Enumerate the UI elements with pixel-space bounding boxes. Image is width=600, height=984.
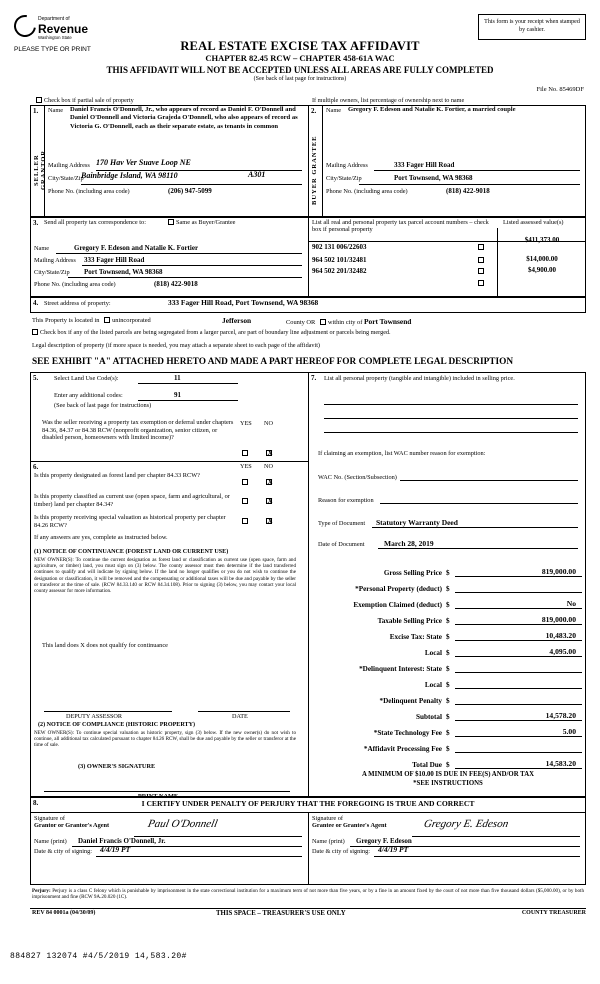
seller-name-value: Daniel Francis O'Donnell, Jr., who appears of record as Daniel F. O'Donnell and Daniel O'Donnell and Victoria Grajeda O'Donnell, who also appears of record as Victoria G. O'Donnell, each as their separate estate, as tenants in common	[70, 106, 298, 130]
section2-number: 2.	[311, 107, 317, 115]
within-city-checkbox[interactable]	[320, 319, 326, 325]
perjury-text: Perjury is a class C felony which is punishable by imprisonment in the state correctional institution for a maximum term of not more than five years, or by a fine in an amount fixed by the court of not more than five thousand dollars ($5,000.00), or by both imprisonment and fine (RCW 9A.20.020 (1C).	[32, 888, 584, 901]
s3-name-label: Name	[34, 245, 50, 252]
tax-row-label: *Affidavit Processing Fee	[363, 745, 442, 753]
treasurer-stamp: 884827 132074 #4/5/2019 14,583.20#	[10, 952, 187, 961]
tax-row-value: 4,095.00	[455, 647, 582, 657]
tax-row	[314, 593, 582, 609]
doc-type-rule	[372, 527, 578, 528]
buyer-citystate-rule	[359, 184, 580, 185]
page-subtitle2: THIS AFFIDAVIT WILL NOT BE ACCEPTED UNLESS ALL AREAS ARE FULLY COMPLETED	[106, 65, 494, 75]
grantee-date-label: Date & city of signing:	[312, 848, 371, 855]
exhibit-a-note: SEE EXHIBIT "A" ATTACHED HERETO AND MADE A PART HEREOF FOR COMPLETE LEGAL DESCRIPTION	[32, 357, 514, 367]
parcel-number: 964 502 201/32482	[312, 267, 367, 275]
minimum-due-note: A MINIMUM OF $10.00 IS DUE IN FEE(S) AND/OR TAX	[361, 771, 535, 778]
q1-yes-checkbox[interactable]	[242, 479, 248, 485]
buyer-mailing-value: 333 Fager Hill Road	[394, 161, 455, 169]
section4-number: 4.	[33, 299, 39, 307]
current-use-question: Is this property classified as current use (open space, farm and agricultural, or timber) land per chapter 84.34?	[34, 493, 230, 508]
assessed-header: Listed assessed value(s)	[503, 219, 564, 226]
dollar-sign: $	[446, 601, 450, 609]
city-of-label: city of	[345, 319, 363, 326]
logo-revenue: Revenue	[38, 22, 89, 36]
seller-mailing-value: 170 Hav Ver Suave Loop NE	[96, 158, 191, 167]
pp-rule-1	[324, 404, 578, 405]
parcel-personal-checkbox[interactable]	[478, 280, 484, 286]
seller-mailing-label: Mailing Address	[48, 162, 90, 169]
parcel-personal-checkbox[interactable]	[478, 244, 484, 250]
located-label: This Property is located in	[32, 317, 100, 324]
additional-codes-label: Enter any additional codes:	[54, 392, 123, 399]
grantee-sig-label: Signature of Grantee or Grantee's Agent	[312, 815, 387, 829]
tax-row-label: Gross Selling Price	[383, 569, 442, 577]
tax-row-value	[455, 672, 582, 673]
parcel-row	[312, 256, 366, 264]
buyer-citystate-value: Port Townsend, WA 98368	[394, 174, 473, 182]
s3-citystate-rule	[68, 277, 302, 278]
wac-claim-label: If claiming an exemption, list WAC number reason for exemption:	[318, 450, 486, 457]
additional-codes-value: 91	[174, 391, 181, 399]
s3-mailing-rule	[82, 265, 302, 266]
same-as-buyer-checkbox[interactable]	[168, 219, 174, 225]
tax-row-value: 819,000.00	[455, 567, 582, 577]
tax-row	[314, 625, 582, 641]
parcel-row	[312, 243, 366, 251]
section7-number: 7.	[311, 374, 317, 382]
section8-header-rule	[30, 812, 586, 813]
treasurer-space: THIS SPACE – TREASURER'S USE ONLY	[216, 910, 346, 917]
tax-row	[314, 753, 582, 769]
tax-row	[314, 721, 582, 737]
exemption-no-checkbox[interactable]	[266, 450, 272, 456]
s3-name-value: Gregory F. Edeson and Natalie K. Fortier	[74, 244, 199, 252]
revenue-logo	[14, 14, 114, 40]
tax-row-label: *State Technology Fee	[373, 729, 442, 737]
dollar-sign: $	[446, 745, 450, 753]
tax-row-label: *Personal Property (deduct)	[355, 585, 442, 593]
wac-rule	[400, 480, 578, 481]
dollar-sign: $	[446, 681, 450, 689]
q2-no-checkbox[interactable]	[266, 498, 272, 504]
no-label-5: NO	[264, 420, 273, 427]
grantee-date-value: 4/4/19 PT	[378, 845, 409, 854]
tax-row-label: Total Due	[412, 761, 442, 769]
county-or-city-row[interactable]	[286, 317, 411, 326]
unincorporated-label: unincorporated	[112, 317, 151, 324]
reason-label: Reason for exemption	[318, 497, 374, 504]
tax-row-value	[455, 592, 582, 593]
owner-signature-label: (3) OWNER'S SIGNATURE	[78, 763, 156, 770]
deputy-assessor-rule	[44, 711, 172, 712]
section1-number: 1.	[33, 107, 39, 115]
notice2-title: (2) NOTICE OF COMPLIANCE (HISTORIC PROPERTY)	[38, 722, 196, 728]
section6-number: 6.	[33, 463, 39, 471]
dollar-sign: $	[446, 569, 450, 577]
grantor-sig-label: Signature of Grantor or Grantor's Agent	[34, 815, 110, 829]
perjury-note	[32, 888, 584, 900]
tax-row-value: 819,000.00	[455, 615, 582, 625]
q3-no-checkbox[interactable]	[266, 518, 272, 524]
dollar-sign: $	[446, 649, 450, 657]
buyer-name-value: Gregory F. Edeson and Natalie K. Fortier, a married couple	[348, 106, 516, 113]
see-back-5: (See back of last page for instructions)	[54, 402, 152, 409]
seller-grantor-label: SELLER GRANTOR	[33, 149, 47, 191]
tax-row	[314, 737, 582, 753]
land-use-rule	[138, 383, 238, 384]
continuance-line: This land does X does not qualify for continuance	[42, 642, 168, 649]
land-use-label: Select Land Use Code(s):	[54, 375, 119, 382]
s3-name-rule	[56, 253, 302, 254]
q2-yes-checkbox[interactable]	[242, 498, 248, 504]
certify-statement: I CERTIFY UNDER PENALTY OF PERJURY THAT THE FOREGOING IS TRUE AND CORRECT	[141, 799, 475, 808]
parcel-personal-checkbox[interactable]	[478, 257, 484, 263]
print-name-label: PRINT NAME	[137, 793, 179, 800]
doc-date-value: March 28, 2019	[384, 539, 434, 548]
tax-row	[314, 673, 582, 689]
tax-row-value	[455, 688, 582, 689]
s3-mailing-label: Mailing Address	[34, 257, 76, 264]
type-print-note: PLEASE TYPE OR PRINT	[14, 46, 91, 53]
grantor-date-rule	[96, 856, 302, 857]
section8-number: 8.	[33, 799, 39, 807]
s3-phone-value: (818) 422-9018	[154, 280, 198, 288]
receipt-note: This form is your receipt when stamped by cashier.	[478, 14, 586, 40]
grantor-date-label: Date & city of signing:	[34, 848, 93, 855]
tax-row-value: 14,583.20	[455, 759, 582, 769]
tax-row	[314, 577, 582, 593]
assessed-value: $4,900.00	[528, 266, 556, 274]
located-in-row[interactable]	[32, 317, 151, 324]
section3-value-divider	[497, 228, 498, 297]
street-address-value: 333 Fager Hill Road, Port Townsend, WA 98368	[168, 298, 319, 307]
doc-date-label: Date of Document	[318, 541, 365, 548]
see-instructions-note: *SEE INSTRUCTIONS	[413, 780, 483, 787]
parcel-number: 964 502 101/32481	[312, 256, 367, 264]
section6-top-rule	[30, 461, 308, 462]
tax-row-label: Local	[424, 681, 442, 689]
historic-question: Is this property receiving special valuation as historical property per chapter 84.26 RCW?	[34, 514, 226, 529]
sections-divider	[308, 372, 309, 797]
tax-row-value: 10,483.20	[455, 631, 582, 641]
additional-codes-rule	[138, 400, 238, 401]
swoosh-icon	[10, 11, 41, 42]
segregated-label: Check box if any of the listed parcels are being segregated from a larger parcel, are part of boundary line adjustment or parcels being merged.	[40, 329, 391, 336]
legal-desc-label: Legal description of property (if more space is needed, you may attach a separate sheet to each page of the affidavit)	[32, 342, 320, 349]
buyer-mailing-rule	[374, 170, 580, 171]
tax-row-value: 14,578.20	[455, 711, 582, 721]
doc-type-label: Type of Document	[318, 520, 366, 527]
buyer-label-divider	[322, 105, 323, 217]
grantee-date-rule	[374, 856, 580, 857]
tax-row-label: Taxable Selling Price	[377, 617, 442, 625]
pp-rule-3	[324, 432, 578, 433]
grantee-print-name: Gregory F. Edeson	[356, 837, 412, 845]
city-value: Port Townsend	[363, 317, 412, 326]
tax-row	[314, 641, 582, 657]
seller-phone-value: (206) 947-5099	[168, 187, 212, 195]
s3-mailing-value: 333 Fager Hill Road	[84, 256, 145, 264]
exemption-yes-checkbox[interactable]	[242, 450, 248, 456]
forest-land-question: Is this property designated as forest land per chapter 84.33 RCW?	[34, 472, 200, 479]
q3-yes-checkbox[interactable]	[242, 518, 248, 524]
partial-sale-label: Check box if partial sale of property	[44, 97, 134, 104]
affidavit-sheet	[8, 6, 592, 936]
perjury-label: Perjury:	[32, 888, 51, 894]
tax-row	[314, 609, 582, 625]
partial-sale-checkbox[interactable]	[36, 97, 42, 103]
grantor-date-value: 4/4/19 PT	[100, 845, 131, 854]
seller-citystate-label: City/State/Zip	[48, 175, 84, 182]
assessed-value: $411,373.00	[524, 236, 560, 244]
unincorporated-checkbox[interactable]	[104, 317, 110, 323]
section8-divider	[308, 812, 309, 885]
footer-rule	[30, 908, 586, 909]
q1-no-checkbox[interactable]	[266, 479, 272, 485]
wac-no-label: WAC No. (Section/Subsection)	[318, 474, 397, 481]
dollar-sign: $	[446, 665, 450, 673]
rev-number: REV 84 0001a (04/30/09)	[32, 910, 96, 916]
grantee-signature: Gregory E. Edeson	[422, 818, 510, 830]
deputy-date-label: DATE	[232, 713, 248, 720]
tax-row	[314, 705, 582, 721]
deputy-date-rule	[198, 711, 290, 712]
section3-number: 3.	[33, 219, 39, 227]
buyer-grantee-label: BUYER GRANTEE	[311, 135, 318, 205]
tax-row-label: Exemption Claimed (deduct)	[353, 601, 442, 609]
seller-suffix: A301	[248, 170, 266, 179]
send-tax-label: Send all property tax correspondence to:	[44, 219, 146, 226]
dollar-sign: $	[446, 585, 450, 593]
reason-rule	[380, 503, 578, 504]
tax-row	[314, 657, 582, 673]
no-label-6: NO	[264, 463, 273, 470]
county-label: County OR	[286, 319, 316, 326]
pp-rule-2	[324, 418, 578, 419]
grantor-print-name: Daniel Francis O'Donnell, Jr.	[78, 837, 166, 845]
yes-label-6: YES	[240, 463, 252, 470]
doc-type-value: Statutory Warranty Deed	[376, 518, 458, 527]
parcel-personal-checkbox[interactable]	[478, 268, 484, 274]
tax-row-value: 5.00	[455, 727, 582, 737]
seller-name-label: Name	[48, 107, 64, 114]
dollar-sign: $	[446, 633, 450, 641]
file-number: File No. 85469DF	[536, 86, 584, 93]
buyer-citystate-label: City/State/Zip	[326, 175, 362, 182]
section5-number: 5.	[33, 374, 39, 382]
tax-row-value	[455, 704, 582, 705]
s3-citystate-value: Port Townsend, WA 98368	[84, 268, 163, 276]
dollar-sign: $	[446, 713, 450, 721]
land-use-value: 11	[174, 374, 181, 382]
logo-dept: Department of	[38, 16, 70, 22]
notice2-body: NEW OWNER(S): To continue special valuation as historic property, sign (3) below. If the new owner(s) do not wish to continue, all additional tax calculated pursuant to chapter 84.26 RCW, shall be due and payable by the seller or transferor at the time of sale.	[34, 730, 296, 749]
section1-divider	[308, 105, 309, 217]
buyer-phone-label: Phone No. (including area code)	[326, 188, 408, 195]
seller-phone-label: Phone No. (including area code)	[48, 188, 130, 195]
dollar-sign: $	[446, 761, 450, 769]
segregated-row[interactable]	[32, 329, 391, 336]
within-label: within	[327, 319, 345, 326]
tax-row-value: No	[455, 599, 582, 609]
grantee-sig-rule	[412, 836, 580, 837]
street-address-label: Street address of property:	[44, 300, 111, 307]
yes-label-5: YES	[240, 420, 252, 427]
owner-sig-rule	[44, 791, 290, 792]
tax-row-label: Local	[424, 649, 442, 657]
grantor-signature: Paul O'Donnell	[146, 818, 219, 830]
deputy-assessor-label: DEPUTY ASSESSOR	[66, 713, 122, 720]
dollar-sign: $	[446, 729, 450, 737]
multiple-owners-note: If multiple owners, list percentage of ownership next to name	[312, 97, 465, 104]
same-as-buyer-label: Same as Buyer/Grantee	[176, 219, 236, 226]
logo-wash: Washington State	[38, 35, 72, 40]
section3-divider	[308, 217, 309, 297]
tax-row-value	[455, 752, 582, 753]
s3-citystate-label: City/State/Zip	[34, 269, 70, 276]
county-treasurer-label: COUNTY TREASURER	[521, 910, 586, 916]
tax-row-label: *Delinquent Penalty	[379, 697, 442, 705]
dollar-sign: $	[446, 617, 450, 625]
seller-citystate-value: Bainbridge Island, WA 98110	[81, 171, 178, 180]
tax-row-label: *Delinquent Interest: State	[359, 665, 442, 673]
parcel-row	[312, 267, 366, 275]
exemption-question: Was the seller receiving a property tax exemption or deferral under chapters 84.36, 84.37 or 84.38 RCW (nonprofit organization, senior citizen, or disabled person, homeowners with limited income)?	[42, 419, 234, 442]
see-back-note: (See back of last page for instructions)	[253, 76, 347, 82]
tax-row-label: Subtotal	[416, 713, 442, 721]
dollar-sign: $	[446, 697, 450, 705]
county-value: Jefferson	[222, 316, 252, 325]
answers-yes-note: If any answers are yes, complete as instructed below.	[34, 534, 168, 541]
seller-citystate-rule	[81, 184, 302, 185]
partial-sale-row[interactable]	[36, 97, 134, 104]
tax-row-label: Excise Tax: State	[389, 633, 442, 641]
notice1-body: NEW OWNER(S): To continue the current designation as forest land or classification as current use (open space, farm and agriculture, or timber) land, you must sign on (3) below. The county assessor must then determine if the land transferred continues to qualify and will indicate by signing below. If the land no longer qualifies or you do not wish to continue the designation or classification, it will be removed and the compensating or additional taxes will be due and payable by the seller or transferor at the time of sale. (RCW 84.33.140 or RCW 84.34.108). Prior to signing (3) below, you may contact your local county assessor for more information.	[34, 557, 296, 595]
tax-row	[314, 561, 582, 577]
buyer-mailing-label: Mailing Address	[326, 162, 368, 169]
grantee-print-label: Name (print)	[312, 838, 345, 845]
grantor-print-label: Name (print)	[34, 838, 67, 845]
parcel-header: List all real and personal property tax parcel account numbers – check box if personal property	[312, 219, 489, 234]
assessed-value: $14,000.00	[526, 255, 558, 263]
s3-phone-label: Phone No. (including area code)	[34, 281, 116, 288]
tax-row	[314, 689, 582, 705]
personal-property-label: List all personal property (tangible and intangible) included in selling price.	[324, 375, 515, 382]
same-as-buyer-row[interactable]	[168, 219, 235, 226]
buyer-name-label: Name	[326, 107, 342, 114]
buyer-phone-value: (818) 422-9018	[446, 187, 490, 195]
page-title: REAL ESTATE EXCISE TAX AFFIDAVIT	[180, 39, 420, 53]
doc-date-rule	[378, 548, 578, 549]
tax-calculation-table	[314, 561, 582, 769]
parcel-number: 902 131 006/22603	[312, 243, 367, 251]
page-subtitle: CHAPTER 82.45 RCW – CHAPTER 458-61A WAC	[205, 53, 395, 63]
segregated-checkbox[interactable]	[32, 329, 38, 335]
notice1-title: (1) NOTICE OF CONTINUANCE (FOREST LAND OR CURRENT USE)	[34, 549, 229, 555]
